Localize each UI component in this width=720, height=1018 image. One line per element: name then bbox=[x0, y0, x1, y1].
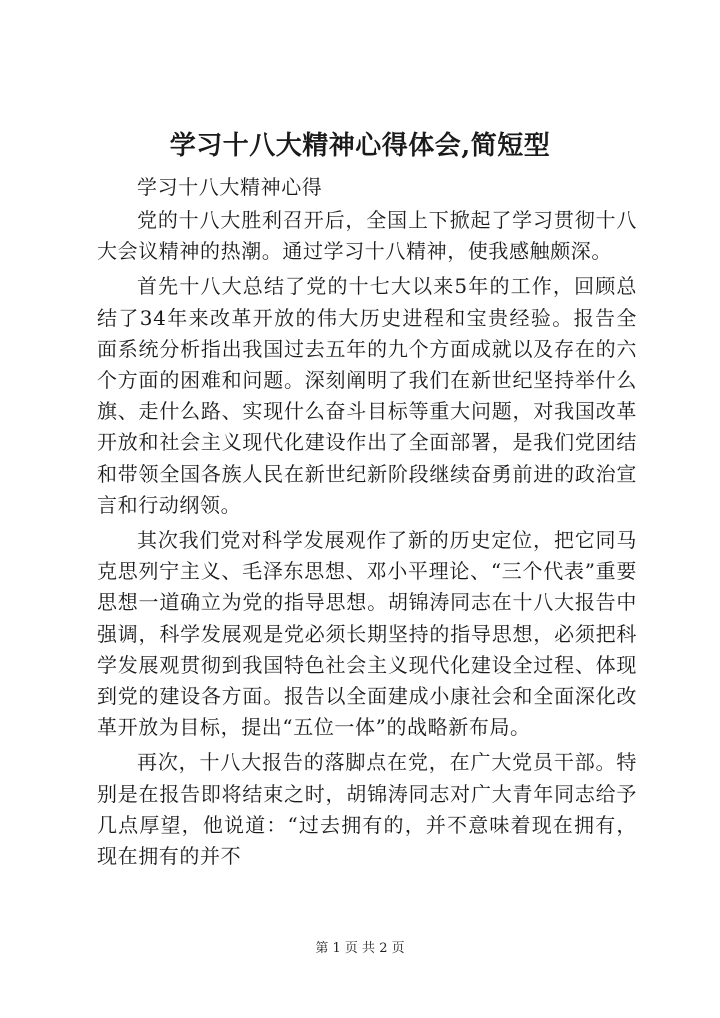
paragraph-2: 首先十八大总结了党的十七大以来5年的工作，回顾总结了34年来改革开放的伟大历史进程和宝贵经验。报告全面系统分析指出我国过去五年的九个方面成就以及存在的六个方面的困难和问题。深刻阐明了我们在新世纪坚持举什么旗、走什么路、实现什么奋斗目标等重大问题，对我国改革开放和社会主义现代化建设作出了全面部署，是我们党团结和带领全国各族人民在新世纪新阶段继续奋勇前进的政治宣言和行动纲领。 bbox=[97, 274, 637, 517]
page-number: 第 1 页 共 2 页 bbox=[315, 941, 405, 956]
document-body bbox=[97, 172, 637, 872]
paragraph-4: 再次，十八大报告的落脚点在党，在广大党员干部。特别是在报告即将结束之时，胡锦涛同志对广大青年同志给予几点厚望，他说道：“过去拥有的，并不意味着现在拥有，现在拥有的并不 bbox=[97, 750, 637, 869]
document-subtitle: 学习十八大精神心得 bbox=[137, 175, 323, 199]
paragraph-1: 党的十八大胜利召开后，全国上下掀起了学习贯彻十八大会议精神的热潮。通过学习十八精神，使我感触颇深。 bbox=[97, 208, 637, 264]
paragraph-3: 其次我们党对科学发展观作了新的历史定位，把它同马克思列宁主义、毛泽东思想、邓小平理论、“三个代表”重要思想一道确立为党的指导思想。胡锦涛同志在十八大报告中强调，科学发展观是党必须长期坚持的指导思想，必须把科学发展观贯彻到我国特色社会主义现代化建设全过程、体现到党的建设各方面。报告以全面建成小康社会和全面深化改革开放为目标，提出“五位一体”的战略新布局。 bbox=[97, 528, 637, 740]
document-title: 学习十八大精神心得体会,简短型 bbox=[169, 131, 551, 161]
